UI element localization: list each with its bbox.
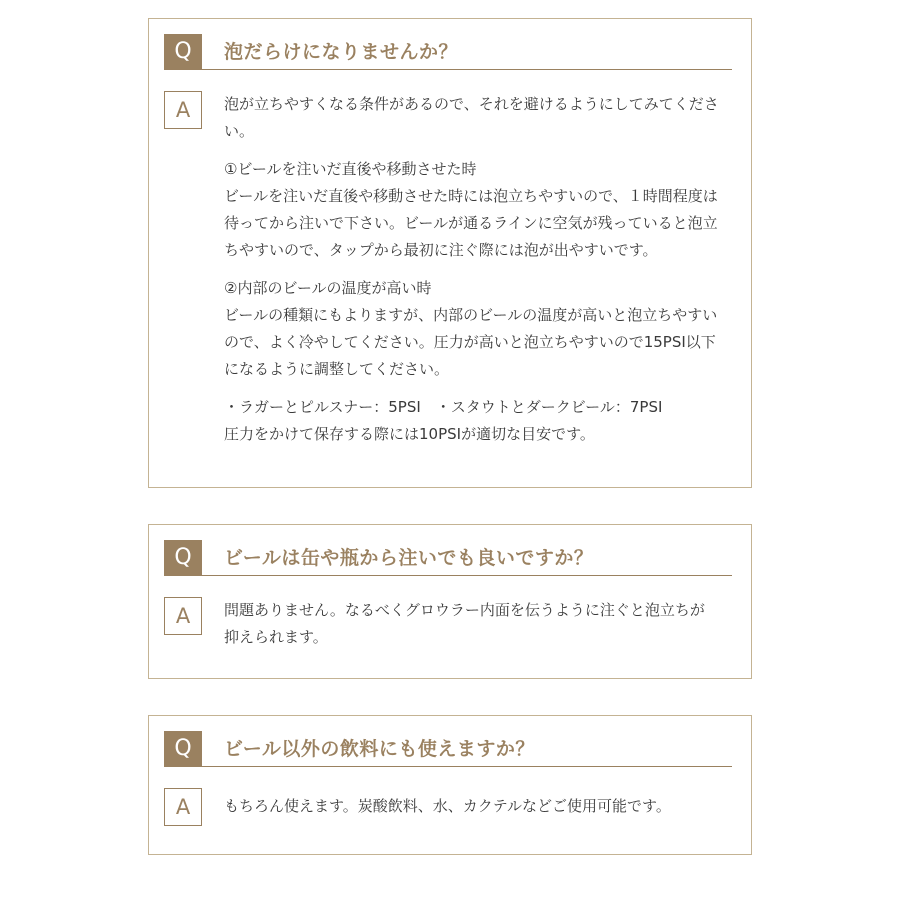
a-badge: A <box>164 91 202 129</box>
faq-card-other-drinks <box>148 715 752 855</box>
answer-item2-title: ②内部のビールの温度が高い時 <box>224 279 432 297</box>
answer-storage-line: 圧力をかけて保存する際には10PSIが適切な目安です。 <box>224 425 595 443</box>
faq-card-cans-bottles <box>148 524 752 679</box>
a-badge: A <box>164 597 202 635</box>
question-divider <box>202 766 732 767</box>
q-badge: Q <box>164 34 202 70</box>
answer-item1-title: ①ビールを注いだ直後や移動させた時 <box>224 160 477 178</box>
answer-body <box>224 597 719 651</box>
answer-body <box>224 788 719 820</box>
answer-item1-text: ビールを注いだ直後や移動させた時には泡立ちやすいので、１時間程度は待ってから注いで下さい。ビールが通るラインに空気が残っていると泡立ちやすいので、タップから最初に注ぐ際には泡が出やすいです。 <box>224 187 718 259</box>
q-badge: Q <box>164 540 202 576</box>
q-badge: Q <box>164 731 202 767</box>
question-text: ビール以外の飲料にも使えますか？ <box>224 738 535 760</box>
faq-card-foam <box>148 18 752 488</box>
answer-item2-text: ビールの種類にもよりますが、内部のビールの温度が高いと泡立ちやすいので、よく冷やしてください。圧力が高いと泡立ちやすいので15PSI以下になるように調整してください。 <box>224 306 718 378</box>
answer-psi-line: ・ラガーとピルスナー：5PSI ・スタウトとダークビール：7PSI <box>224 398 663 416</box>
answer-intro: 泡が立ちやすくなる条件があるので、それを避けるようにしてみてください。 <box>224 95 719 140</box>
question-text: 泡だらけになりませんか？ <box>224 41 459 63</box>
answer-body <box>224 91 719 448</box>
question-divider <box>202 575 732 576</box>
answer-text: もちろん使えます。炭酸飲料、水、カクテルなどご使用可能です。 <box>224 797 671 815</box>
a-badge: A <box>164 788 202 826</box>
answer-text: 問題ありません。なるべくグロウラー内面を伝うように注ぐと泡立ちが抑えられます。 <box>224 601 705 646</box>
question-row <box>164 34 732 70</box>
question-row <box>164 731 732 767</box>
question-row <box>164 540 732 576</box>
question-text: ビールは缶や瓶から注いでも良いですか？ <box>224 547 594 569</box>
question-divider <box>202 69 732 70</box>
